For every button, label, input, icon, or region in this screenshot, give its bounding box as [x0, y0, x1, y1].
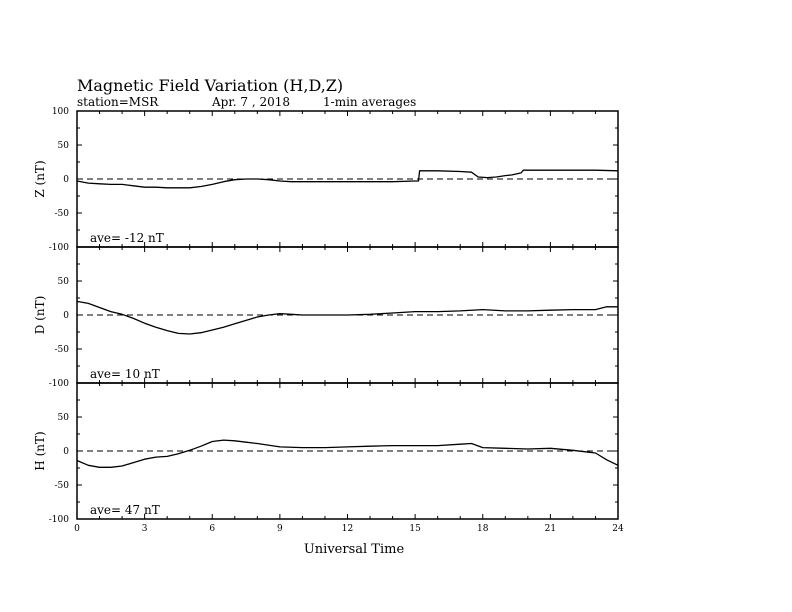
x-tick-label: 9	[277, 524, 283, 534]
y-tick-label: 0	[63, 311, 69, 321]
x-axis-label: Universal Time	[303, 542, 405, 557]
y-tick-label: -50	[54, 481, 69, 491]
panel-d	[33, 247, 618, 389]
x-tick-label: 12	[341, 524, 354, 534]
panels-group	[33, 107, 618, 525]
y-axis-label: H (nT)	[33, 431, 47, 471]
y-tick-label: -100	[48, 243, 69, 253]
y-axis-label: D (nT)	[33, 295, 47, 335]
y-tick-label: 0	[63, 175, 69, 185]
panel-z	[33, 107, 618, 253]
y-tick-label: 0	[63, 447, 69, 457]
x-tick-label: 15	[409, 524, 421, 534]
y-axis-label: Z (nT)	[33, 160, 47, 198]
date-label: Apr. 7 , 2018	[212, 95, 291, 109]
y-tick-label: -100	[48, 379, 69, 389]
y-tick-label: 50	[57, 413, 69, 423]
x-tick-label: 18	[477, 524, 489, 534]
panel-h	[33, 383, 618, 525]
chart-title: Magnetic Field Variation (H,D,Z)	[77, 76, 344, 95]
x-tick-label: 3	[141, 524, 148, 534]
averaging-label: 1-min averages	[323, 95, 417, 109]
series-line-h	[77, 440, 618, 467]
x-axis	[74, 524, 624, 534]
x-tick-label: 24	[612, 524, 624, 534]
average-annotation: ave= -12 nT	[90, 231, 164, 245]
x-tick-label: 21	[544, 524, 557, 534]
y-tick-label: -50	[54, 209, 69, 219]
y-tick-label: 50	[57, 277, 69, 287]
series-line-d	[77, 301, 618, 334]
x-tick-label: 6	[209, 524, 216, 534]
average-annotation: ave= 10 nT	[90, 367, 160, 381]
station-label: station=MSR	[77, 95, 159, 109]
average-annotation: ave= 47 nT	[90, 503, 160, 517]
y-tick-label: -100	[48, 515, 69, 525]
y-tick-label: 100	[51, 107, 69, 117]
y-tick-label: 50	[57, 141, 69, 151]
x-tick-label: 0	[74, 524, 80, 534]
y-tick-label: -50	[54, 345, 69, 355]
